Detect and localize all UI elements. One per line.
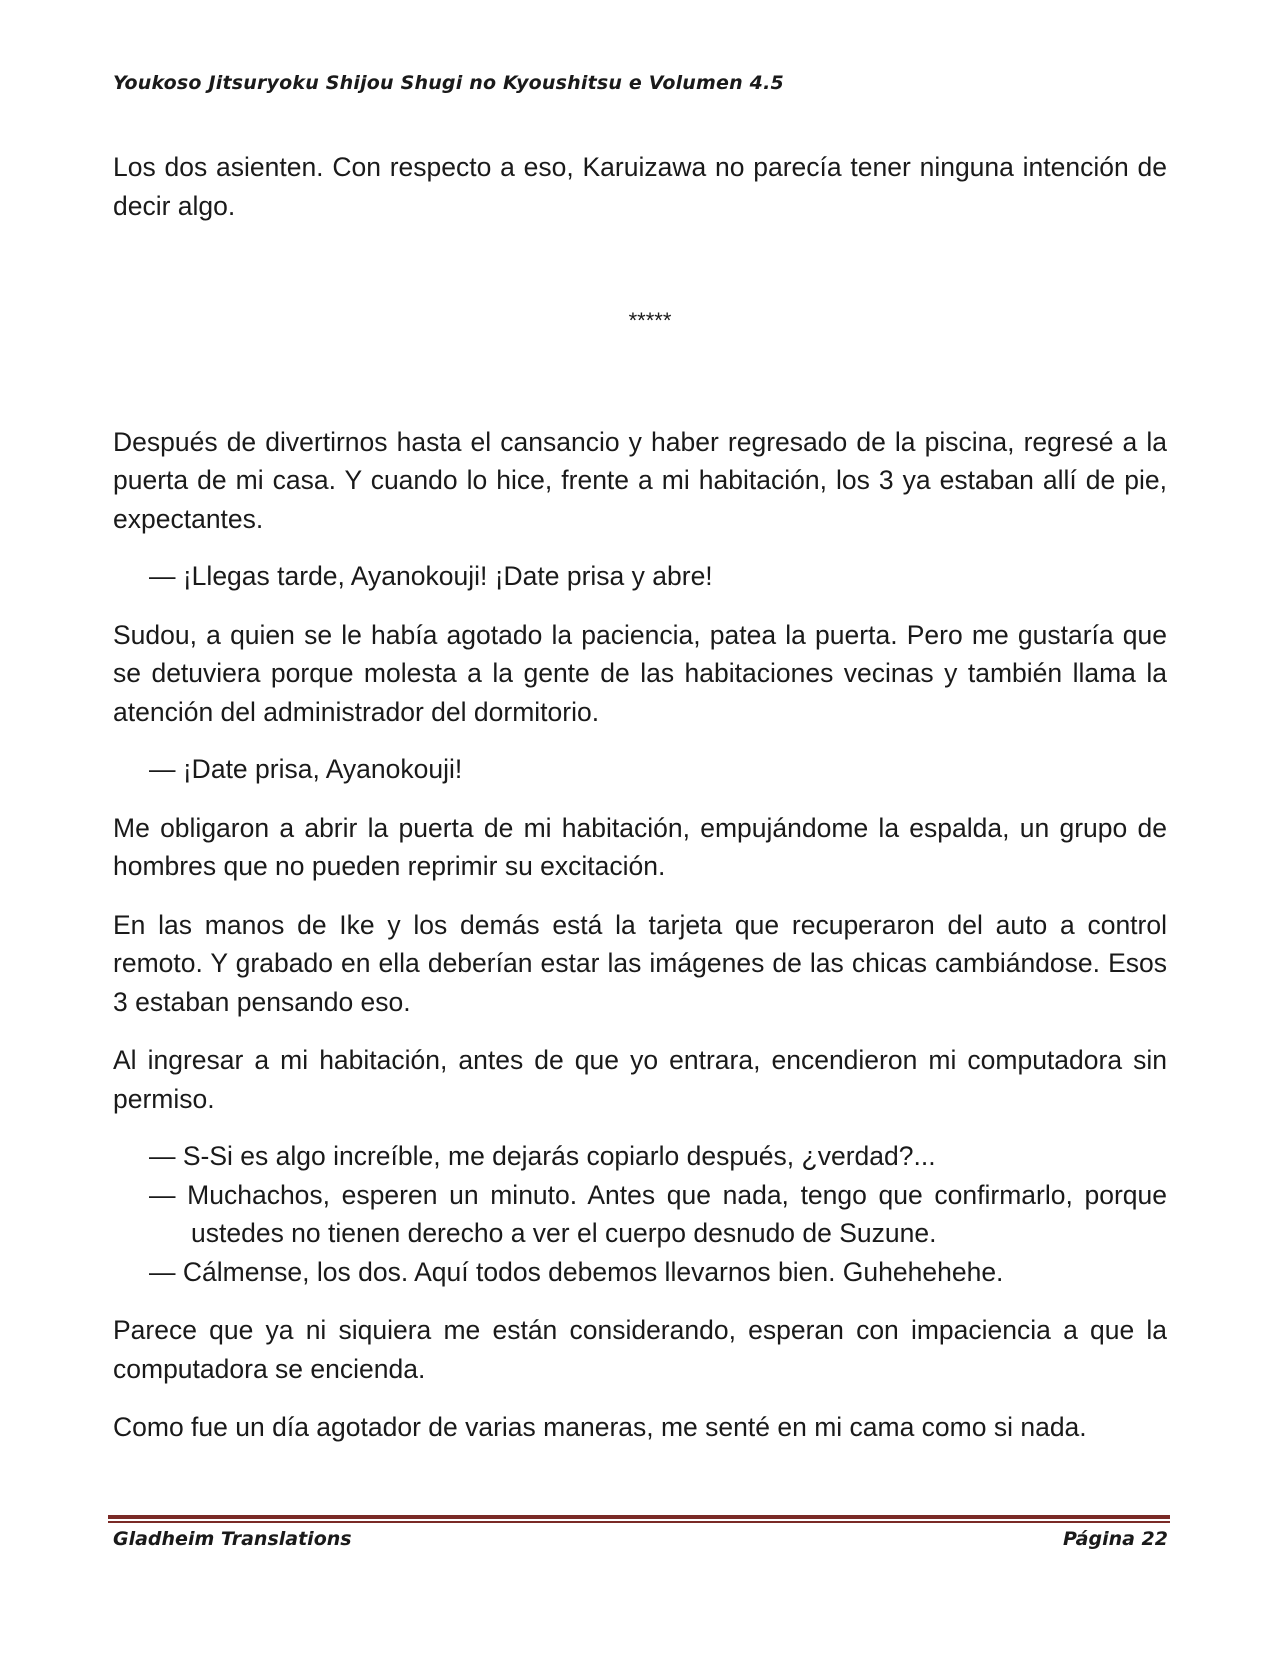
body-text — [113, 148, 1167, 1447]
dialogue-line: — Muchachos, esperen un minuto. Antes que nada, tengo que confirmarlo, porque ustedes no tienen derecho a ver el cuerpo desnudo de Suzune. — [149, 1179, 1167, 1248]
dialogue-line: — S-Si es algo increíble, me dejarás copiarlo después, ¿verdad?... — [149, 1141, 936, 1171]
paragraph: Como fue un día agotador de varias maneras, me senté en mi cama como si nada. — [113, 1412, 1087, 1442]
running-header: Youkoso Jitsuryoku Shijou Shugi no Kyoushitsu e Volumen 4.5 — [113, 72, 784, 94]
footer-publisher: Gladheim Translations — [113, 1528, 352, 1550]
paragraph: Después de divertirnos hasta el cansancio y haber regresado de la piscina, regresé a la puerta de mi casa. Y cuando lo hice, frente a mi habitación, los 3 ya estaban allí de pie, expectantes. — [113, 426, 1167, 534]
footer-divider — [108, 1515, 1170, 1525]
dialogue-line: — ¡Date prisa, Ayanokouji! — [149, 754, 463, 784]
paragraph: Al ingresar a mi habitación, antes de que yo entrara, encendieron mi computadora sin permiso. — [113, 1045, 1167, 1114]
paragraph: Sudou, a quien se le había agotado la paciencia, patea la puerta. Pero me gustaría que se detuviera porque molesta a la gente de las habitaciones vecinas y también llama la atención del administrador del dormitorio. — [113, 619, 1167, 727]
dialogue-line: — ¡Llegas tarde, Ayanokouji! ¡Date prisa y abre! — [149, 561, 713, 591]
page-number: Página 22 — [1062, 1528, 1168, 1550]
paragraph: En las manos de Ike y los demás está la tarjeta que recuperaron del auto a control remoto. Y grabado en ella deberían estar las imágenes de las chicas cambiándose. Esos 3 estaban pensando eso. — [113, 909, 1167, 1017]
dialogue-line: — Cálmense, los dos. Aquí todos debemos llevarnos bien. Guhehehehe. — [149, 1256, 1004, 1287]
paragraph: Parece que ya ni siquiera me están considerando, esperan con impaciencia a que la computadora se encienda. — [113, 1315, 1167, 1384]
paragraph: Me obligaron a abrir la puerta de mi habitación, empujándome la espalda, un grupo de hombres que no pueden reprimir su excitación. — [113, 812, 1167, 881]
section-separator: ***** — [628, 308, 672, 333]
paragraph: Los dos asienten. Con respecto a eso, Karuizawa no parecía tener ninguna intención de decir algo. — [113, 152, 1167, 221]
